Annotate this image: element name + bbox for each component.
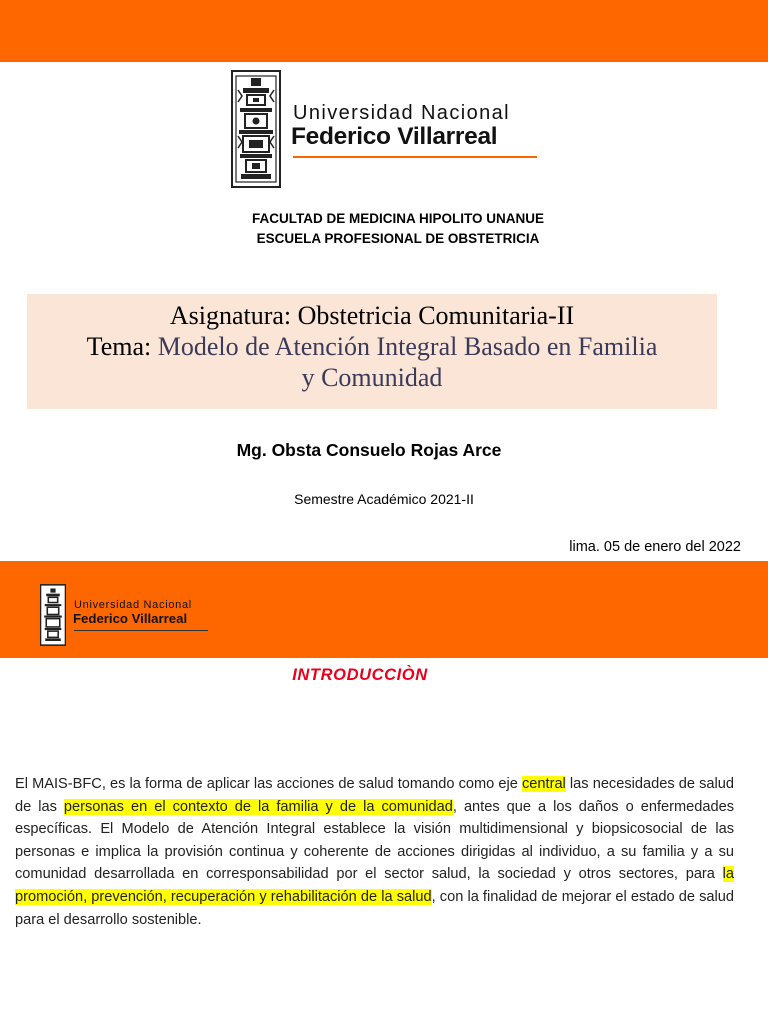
logo-underline [293, 156, 537, 158]
university-emblem-icon [40, 583, 66, 647]
subject-line [27, 300, 717, 331]
logo-line-1: Universidad Nacional [293, 102, 510, 124]
topic-line [27, 331, 717, 362]
highlighted-text: la promoción, prevención, recuperación y rehabilitación de la salud [15, 866, 734, 905]
top-orange-bar [0, 0, 768, 62]
course-title-box [27, 294, 717, 409]
paragraph-text: El MAIS-BFC, es la forma de aplicar las acciones de salud tomando como eje [15, 776, 522, 792]
logo-line-2: Federico Villarreal [73, 611, 188, 626]
subject-value: Obstetricia Comunitaria-II [297, 301, 575, 330]
paragraph-text: , antes que a los daños o enfermedades específicas. El Modelo de Atención Integral establece la visión multidimensional y biopsicosocial de las personas e implica la provisión continua y coherente de acciones dirigidas al individuo, a su familia y a su comunidad desarrollada en corresponsabilidad por el sector salud, la sociedad y otros sectores, para [15, 798, 735, 883]
highlighted-text: personas en el contexto de la familia y de la comunidad [63, 798, 453, 815]
section-heading: INTRODUCCIÒN [292, 666, 428, 684]
logo-line-2: Federico Villarreal [291, 123, 498, 150]
university-emblem-icon [231, 70, 281, 188]
university-logo [231, 70, 543, 192]
faculty-block [0, 209, 768, 249]
highlighted-text: central [522, 776, 566, 792]
paragraph-text: las necesidades de salud de las [15, 776, 734, 815]
faculty-name: FACULTAD DE MEDICINA HIPOLITO UNANUE [252, 211, 544, 226]
school-name: ESCUELA PROFESIONAL DE OBSTETRICIA [256, 231, 540, 246]
university-logo-small [40, 583, 210, 649]
logo-underline [74, 630, 208, 631]
logo-line-1: Universidad Nacional [74, 599, 192, 611]
author-name: Mg. Obsta Consuelo Rojas Arce [236, 440, 502, 460]
topic-value-continued: y Comunidad [301, 363, 443, 392]
semester-label: Semestre Académico 2021-II [294, 491, 474, 507]
paragraph-text: , con la finalidad de mejorar el estado de salud para el desarrollo sostenible. [15, 888, 734, 928]
intro-paragraph [15, 773, 734, 931]
topic-label: Tema: [86, 332, 152, 361]
subject-label: Asignatura: [169, 301, 292, 330]
topic-value: Modelo de Atención Integral Basado en Familia [157, 332, 658, 361]
date-label: lima. 05 de enero del 2022 [569, 539, 741, 555]
